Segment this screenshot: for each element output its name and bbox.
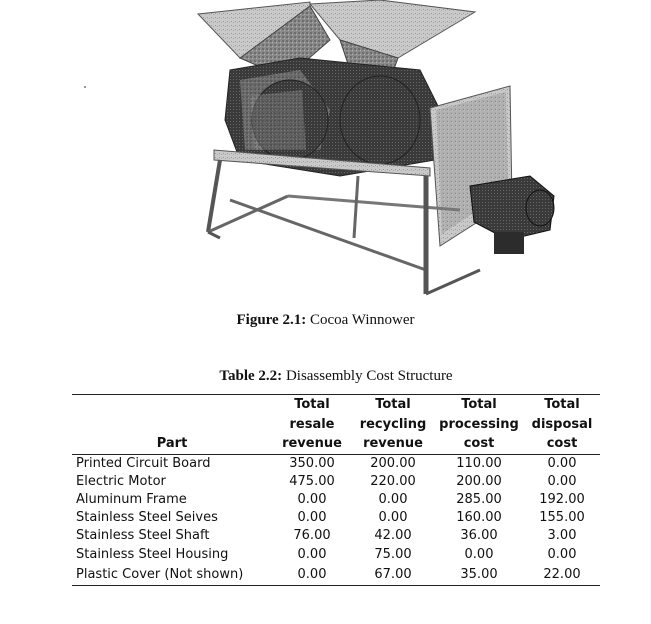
header-recycling: Total recycling revenue [359,397,427,451]
table-row: Electric Motor 475.00 220.00 200.00 0.00 [76,473,577,489]
table-header-row [72,395,600,455]
header-part: Part [156,436,188,451]
cost-structure-table [72,394,600,586]
table-row: Stainless Steel Housing 0.00 75.00 0.00 0.00 [76,546,577,562]
table-caption-label: Table 2.2: [219,368,283,384]
header-resale: Total resale revenue [282,397,342,451]
figure-caption-label: Figure 2.1: [236,312,307,328]
stray-dot [84,86,86,88]
figure-caption-text: Cocoa Winnower [309,312,415,328]
table-caption-text: Disassembly Cost Structure [285,368,453,384]
table-row: Stainless Steel Seives 0.00 0.00 160.00 155.00 [76,510,585,526]
table-row: Plastic Cover (Not shown) 0.00 67.00 35.00 22.00 [72,564,600,586]
table-row: Printed Circuit Board 350.00 200.00 110.00 0.00 [76,455,577,471]
header-disposal: Total disposal cost [531,397,593,451]
cocoa-winnower-photo [190,0,570,300]
table-row: Stainless Steel Shaft 76.00 42.00 36.00 3.00 [76,528,577,544]
table-caption [0,368,651,385]
header-processing: Total processing cost [439,397,519,451]
figure-caption [0,312,651,329]
table-row: Aluminum Frame 0.00 0.00 285.00 192.00 [76,491,585,507]
cocoa-winnower-figure [190,0,570,300]
